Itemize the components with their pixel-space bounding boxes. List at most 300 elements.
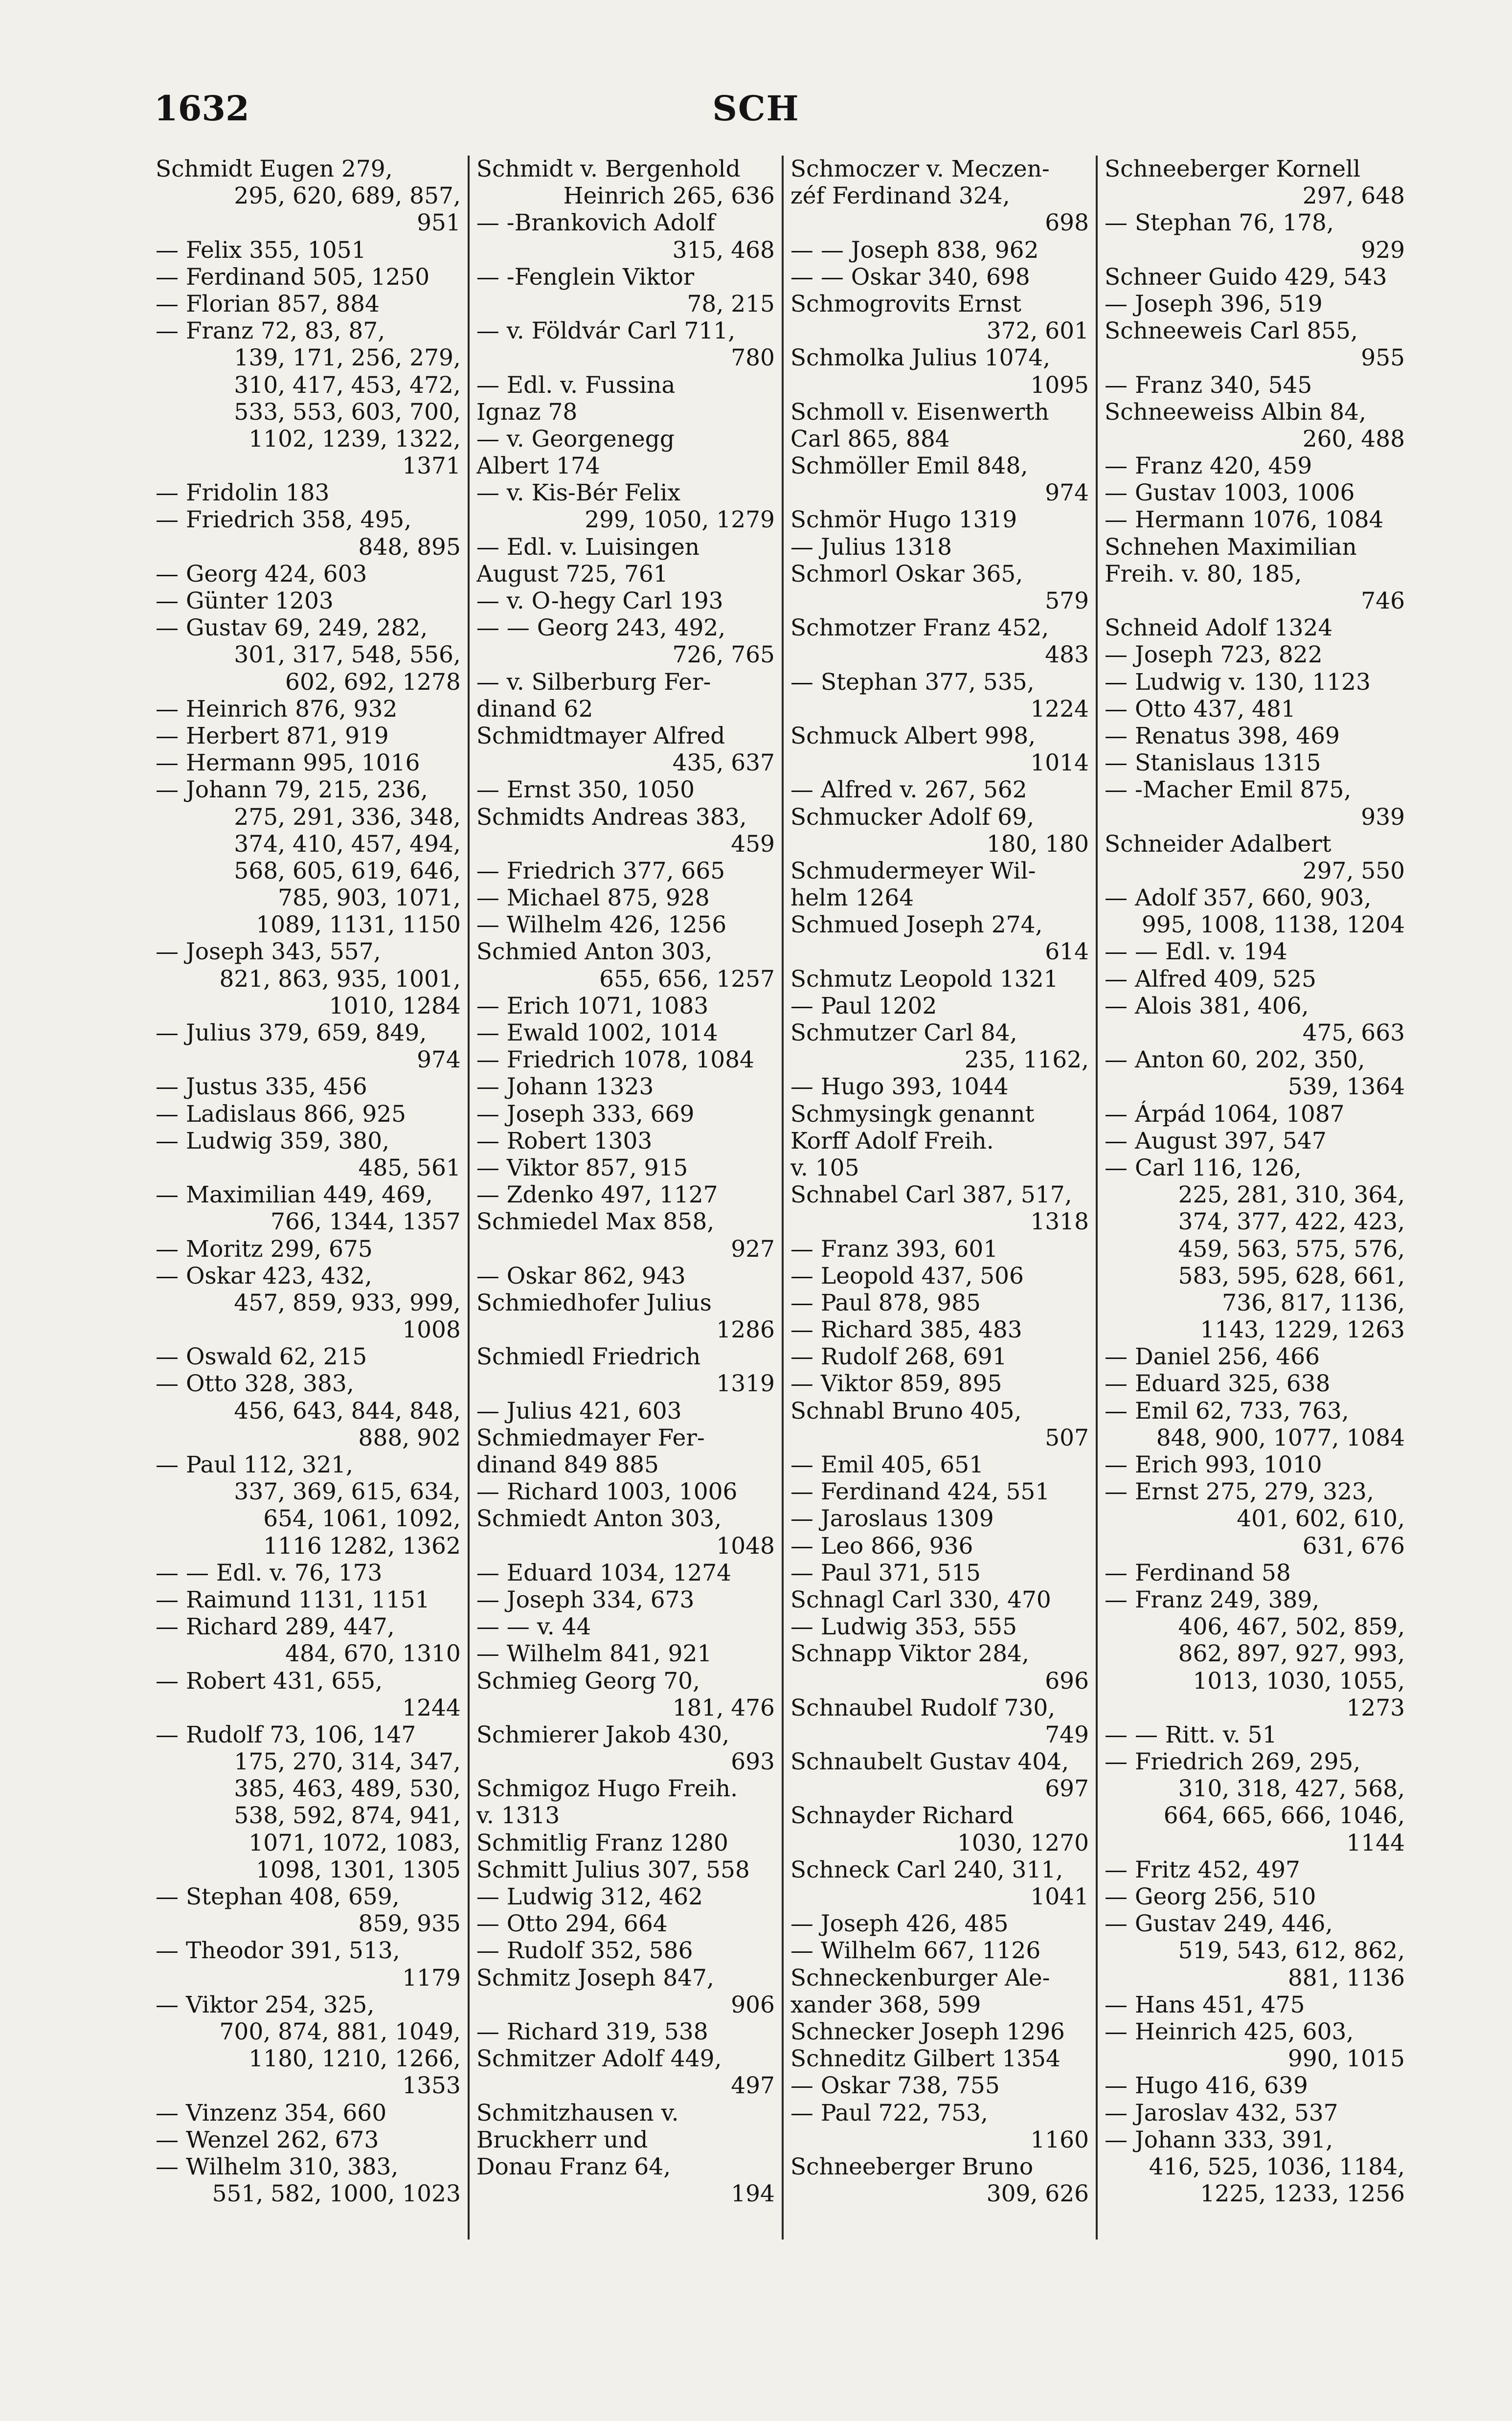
index-entry-line: — Georg 424, 603 (156, 560, 367, 588)
index-entry-line: — Edl. v. Fussina (476, 371, 676, 399)
index-entry-line: — Herbert 871, 919 (156, 722, 389, 749)
index-continuation-line: 235, 1162, (964, 1046, 1089, 1074)
index-continuation-line: 1030, 1270 (957, 1829, 1089, 1856)
index-entry-line: — — Oskar 340, 698 (790, 263, 1030, 291)
index-continuation-line: 1144 (1346, 1829, 1405, 1856)
index-entry-line: — Fridolin 183 (156, 479, 330, 507)
index-entry-line: — Alois 381, 406, (1105, 992, 1309, 1019)
index-entry-line: Freih. v. 80, 185, (1105, 560, 1302, 588)
index-entry-line: — Daniel 256, 466 (1105, 1343, 1320, 1371)
index-entry-line: — Erich 993, 1010 (1105, 1451, 1322, 1478)
index-continuation-line: 457, 859, 933, 999, (234, 1289, 461, 1316)
index-entry-line: — — Joseph 838, 962 (790, 236, 1039, 264)
index-entry-line: — Ludwig v. 130, 1123 (1105, 668, 1371, 696)
index-entry-line: — Hugo 416, 639 (1105, 2072, 1308, 2100)
index-continuation-line: 1089, 1131, 1150 (256, 911, 461, 939)
index-entry-line: — Joseph 723, 822 (1105, 641, 1323, 669)
index-entry-line: Schmuck Albert 998, (790, 722, 1036, 749)
index-entry-line: — Julius 379, 659, 849, (156, 1019, 427, 1046)
index-entry-line: Schmucker Adolf 69, (790, 803, 1035, 831)
index-entry-line: Schmidts Andreas 383, (476, 803, 747, 831)
index-continuation-line: 78, 215 (687, 290, 775, 317)
index-continuation-line: 1116 1282, 1362 (263, 1532, 461, 1560)
index-entry-line: zéf Ferdinand 324, (790, 182, 1010, 210)
index-continuation-line: 459, 563, 575, 576, (1178, 1235, 1405, 1263)
index-entry-line: — Robert 1303 (476, 1127, 653, 1154)
index-entry-line: — Friedrich 269, 295, (1105, 1748, 1361, 1776)
index-entry-line: Schmitz Joseph 847, (476, 1964, 714, 1991)
index-entry-line: dinand 849 885 (476, 1451, 659, 1478)
index-entry-line: — Carl 116, 126, (1105, 1154, 1302, 1181)
index-continuation-line: 1273 (1346, 1694, 1405, 1721)
index-continuation-line: 551, 582, 1000, 1023 (212, 2180, 461, 2208)
index-entry-line: — Stephan 377, 535, (790, 668, 1035, 696)
index-continuation-line: 297, 648 (1302, 182, 1405, 210)
index-continuation-line: 1244 (402, 1694, 461, 1721)
index-continuation-line: 1071, 1072, 1083, (248, 1829, 461, 1856)
index-entry-line: — -Brankovich Adolf (476, 209, 715, 237)
index-entry-line: Schmidt v. Bergenhold (476, 156, 741, 182)
index-entry-line: — Julius 1318 (790, 533, 952, 561)
index-entry-line: — Stanislaus 1315 (1105, 749, 1321, 777)
index-continuation-line: 821, 863, 935, 1001, (219, 965, 461, 993)
index-continuation-line: 859, 935 (358, 1910, 461, 1938)
index-entry-line: — Paul 878, 985 (790, 1289, 981, 1316)
index-entry-line: — Wilhelm 426, 1256 (476, 911, 727, 939)
index-continuation-line: 736, 817, 1136, (1222, 1289, 1405, 1316)
index-entry-line: — Ludwig 312, 462 (476, 1883, 703, 1910)
index-entry-line: Donau Franz 64, (476, 2153, 671, 2180)
index-entry-line: — Ernst 275, 279, 323, (1105, 1478, 1374, 1506)
index-entry-line: Schmogrovits Ernst (790, 290, 1022, 317)
index-entry-line: — Johann 333, 391, (1105, 2126, 1333, 2153)
index-continuation-line: 1041 (1030, 1883, 1089, 1910)
index-continuation-line: 654, 1061, 1092, (263, 1505, 461, 1533)
index-entry-line: — Raimund 1131, 1151 (156, 1586, 430, 1613)
index-entry-line: xander 368, 599 (790, 1991, 981, 2018)
index-entry-line: — Heinrich 425, 603, (1105, 2018, 1354, 2045)
index-entry-line: Schnabel Carl 387, 517, (790, 1181, 1072, 1209)
index-continuation-line: 1048 (716, 1532, 775, 1560)
index-entry-line: — Jaroslav 432, 537 (1105, 2099, 1338, 2127)
index-continuation-line: 385, 463, 489, 530, (234, 1775, 461, 1803)
index-continuation-line: 310, 417, 453, 472, (234, 371, 461, 399)
index-continuation-line: 374, 377, 422, 423, (1178, 1208, 1405, 1236)
index-continuation-line: Heinrich 265, 636 (563, 182, 775, 210)
index-entry-line: — Árpád 1064, 1087 (1105, 1100, 1345, 1128)
index-continuation-line: 309, 626 (986, 2180, 1089, 2208)
index-entry-line: — Richard 289, 447, (156, 1613, 395, 1641)
index-continuation-line: 533, 553, 603, 700, (234, 398, 461, 426)
index-column-4 (1098, 156, 1412, 2240)
index-entry-line: Schneditz Gilbert 1354 (790, 2045, 1061, 2073)
index-entry-line: — Joseph 426, 485 (790, 1910, 1009, 1938)
index-entry-line: — Franz 420, 459 (1105, 453, 1312, 480)
index-entry-line: — Oswald 62, 215 (156, 1343, 367, 1371)
index-continuation-line: 990, 1015 (1287, 2045, 1405, 2073)
index-entry-line: — Emil 405, 651 (790, 1451, 984, 1478)
page-number: 1632 (154, 88, 249, 129)
index-entry-line: — Viktor 254, 325, (156, 1991, 375, 2018)
index-entry-line: — Rudolf 73, 106, 147 (156, 1721, 416, 1748)
index-column-3 (784, 156, 1098, 2240)
index-entry-line: Ignaz 78 (476, 398, 578, 426)
index-entry-line: Albert 174 (476, 453, 600, 480)
index-entry-line: Schmoczer v. Meczen- (790, 156, 1050, 182)
index-column-2 (470, 156, 784, 2240)
index-entry-line: — Paul 371, 515 (790, 1559, 981, 1586)
index-entry-line: — Paul 112, 321, (156, 1451, 353, 1478)
index-entry-line: — Wilhelm 841, 921 (476, 1640, 712, 1668)
index-continuation-line: 1102, 1239, 1322, (248, 425, 461, 453)
index-continuation-line: 295, 620, 689, 857, (234, 182, 461, 210)
index-entry-line: — Paul 722, 753, (790, 2099, 988, 2127)
index-entry-line: — v. Silberburg Fer- (476, 668, 711, 696)
index-continuation-line: 435, 637 (672, 749, 775, 777)
index-entry-line: Schmigoz Hugo Freih. (476, 1775, 738, 1803)
index-entry-line: — Hermann 1076, 1084 (1105, 506, 1384, 534)
index-continuation-line: 299, 1050, 1279 (585, 506, 775, 534)
index-entry-line: — Hugo 393, 1044 (790, 1073, 1009, 1101)
index-continuation-line: 927 (731, 1235, 775, 1263)
index-entry-line: — Leopold 437, 506 (790, 1262, 1024, 1290)
index-entry-line: — Eduard 325, 638 (1105, 1370, 1331, 1398)
index-continuation-line: 297, 550 (1302, 857, 1405, 884)
index-continuation-line: 631, 676 (1302, 1532, 1405, 1560)
index-continuation-line: 664, 665, 666, 1046, (1163, 1802, 1405, 1830)
index-continuation-line: 655, 656, 1257 (599, 965, 775, 993)
index-columns (156, 156, 1412, 2240)
index-entry-line: Schmiedt Anton 303, (476, 1505, 722, 1533)
index-continuation-line: 1224 (1030, 695, 1089, 723)
index-entry-line: — Joseph 334, 673 (476, 1586, 695, 1613)
index-entry-line: — Ferdinand 505, 1250 (156, 263, 430, 291)
index-entry-line: Schneckenburger Ale- (790, 1964, 1050, 1991)
index-continuation-line: 726, 765 (672, 641, 775, 669)
index-entry-line: — — v. 44 (476, 1613, 591, 1641)
index-entry-line: Schmudermeyer Wil- (790, 857, 1036, 884)
index-entry-line: — Maximilian 449, 469, (156, 1181, 433, 1209)
index-continuation-line: 401, 602, 610, (1237, 1505, 1405, 1533)
index-continuation-line: 175, 270, 314, 347, (234, 1748, 461, 1776)
index-continuation-line: 697 (1045, 1775, 1089, 1803)
index-entry-line: — Hans 451, 475 (1105, 1991, 1305, 2018)
index-continuation-line: 416, 525, 1036, 1184, (1149, 2153, 1405, 2180)
index-continuation-line: 785, 903, 1071, (278, 884, 461, 912)
index-entry-line: — Eduard 1034, 1274 (476, 1559, 732, 1586)
index-continuation-line: 539, 1364 (1287, 1073, 1405, 1101)
index-continuation-line: 1013, 1030, 1055, (1193, 1667, 1405, 1695)
index-entry-line: — Gustav 69, 249, 282, (156, 614, 428, 642)
index-entry-line: — Zdenko 497, 1127 (476, 1181, 718, 1209)
index-continuation-line: 1179 (402, 1964, 461, 1991)
index-entry-line: — Rudolf 268, 691 (790, 1343, 1007, 1371)
index-entry-line: — Viktor 857, 915 (476, 1154, 688, 1181)
index-entry-line: Schneid Adolf 1324 (1105, 614, 1333, 642)
index-entry-line: Schmutzer Carl 84, (790, 1019, 1017, 1046)
index-entry-line: Schneeweis Carl 855, (1105, 317, 1358, 345)
index-continuation-line: 139, 171, 256, 279, (234, 344, 461, 372)
index-continuation-line: 301, 317, 548, 556, (234, 641, 461, 669)
index-continuation-line: 583, 595, 628, 661, (1178, 1262, 1405, 1290)
index-entry-line: — — Ritt. v. 51 (1105, 1721, 1277, 1748)
index-entry-line: dinand 62 (476, 695, 593, 723)
index-entry-line: Schmiedhofer Julius (476, 1289, 712, 1316)
index-entry-line: Schneer Guido 429, 543 (1105, 263, 1387, 291)
index-entry-line: — Alfred v. 267, 562 (790, 776, 1027, 804)
index-entry-line: Schmoll v. Eisenwerth (790, 398, 1049, 426)
index-entry-line: — — Edl. v. 76, 173 (156, 1559, 383, 1586)
index-entry-line: Schmued Joseph 274, (790, 911, 1043, 939)
index-entry-line: — Moritz 299, 675 (156, 1235, 373, 1263)
index-entry-line: — Günter 1203 (156, 588, 334, 614)
index-entry-line: Schmiedmayer Fer- (476, 1424, 705, 1451)
index-continuation-line: 1014 (1030, 749, 1089, 777)
index-entry-line: Schnagl Carl 330, 470 (790, 1586, 1051, 1613)
index-column-1 (156, 156, 470, 2240)
index-entry-line: v. 1313 (476, 1802, 560, 1830)
index-entry-line: — Anton 60, 202, 350, (1105, 1046, 1365, 1074)
index-entry-line: — Edl. v. Luisingen (476, 533, 700, 561)
index-continuation-line: 746 (1361, 588, 1405, 614)
index-entry-line: — Otto 294, 664 (476, 1910, 668, 1938)
index-entry-line: — Fritz 452, 497 (1105, 1856, 1300, 1883)
index-entry-line: Schmolka Julius 1074, (790, 344, 1051, 372)
index-entry-line: — Otto 328, 383, (156, 1370, 354, 1398)
index-entry-line: — Franz 72, 83, 87, (156, 317, 385, 345)
index-continuation-line: 225, 281, 310, 364, (1178, 1181, 1405, 1209)
index-continuation-line: 749 (1045, 1721, 1089, 1748)
index-entry-line: — Renatus 398, 469 (1105, 722, 1340, 749)
index-entry-line: — Felix 355, 1051 (156, 236, 366, 264)
index-entry-line: — v. Georgenegg (476, 425, 675, 453)
index-continuation-line: 1098, 1301, 1305 (256, 1856, 461, 1883)
index-entry-line: — Emil 62, 733, 763, (1105, 1397, 1349, 1425)
index-entry-line: — Gustav 249, 446, (1105, 1910, 1333, 1938)
index-continuation-line: 1371 (402, 453, 461, 480)
index-entry-line: — August 397, 547 (1105, 1127, 1327, 1154)
index-continuation-line: 698 (1045, 209, 1089, 237)
index-entry-line: — Friedrich 1078, 1084 (476, 1046, 754, 1074)
index-continuation-line: 194 (731, 2180, 775, 2208)
index-continuation-line: 1318 (1030, 1208, 1089, 1236)
index-entry-line: — Wilhelm 667, 1126 (790, 1937, 1041, 1965)
index-entry-line: — Jaroslaus 1309 (790, 1505, 994, 1533)
index-entry-line: Schmitlig Franz 1280 (476, 1829, 728, 1856)
index-entry-line: — Rudolf 352, 586 (476, 1937, 693, 1965)
index-entry-line: Schmorl Oskar 365, (790, 560, 1023, 588)
index-entry-line: Carl 865, 884 (790, 425, 950, 453)
index-continuation-line: 1353 (402, 2072, 461, 2100)
index-entry-line: Schmiedl Friedrich (476, 1343, 701, 1371)
index-entry-line: Schnaubel Rudolf 730, (790, 1694, 1056, 1721)
index-entry-line: Bruckherr und (476, 2126, 648, 2153)
index-continuation-line: 955 (1361, 344, 1405, 372)
index-continuation-line: 1319 (716, 1370, 775, 1398)
index-continuation-line: 456, 643, 844, 848, (234, 1397, 461, 1425)
index-continuation-line: 275, 291, 336, 348, (234, 803, 461, 831)
index-entry-line: — v. O-hegy Carl 193 (476, 588, 723, 614)
index-continuation-line: 881, 1136 (1287, 1964, 1405, 1991)
index-entry-line: Schmöller Emil 848, (790, 453, 1028, 480)
index-entry-line: — Ludwig 353, 555 (790, 1613, 1017, 1641)
index-continuation-line: 475, 663 (1302, 1019, 1405, 1046)
index-continuation-line: 568, 605, 619, 646, (234, 857, 461, 884)
index-continuation-line: 780 (731, 344, 775, 372)
index-entry-line: Schmitzer Adolf 449, (476, 2045, 722, 2073)
index-entry-line: — Friedrich 377, 665 (476, 857, 725, 884)
index-entry-line: — Vinzenz 354, 660 (156, 2099, 387, 2127)
index-entry-line: — Richard 385, 483 (790, 1316, 1022, 1344)
index-continuation-line: 862, 897, 927, 993, (1178, 1640, 1405, 1668)
index-continuation-line: 614 (1045, 938, 1089, 966)
index-continuation-line: 939 (1361, 803, 1405, 831)
index-continuation-line: 1225, 1233, 1256 (1200, 2180, 1405, 2208)
index-entry-line: — Ewald 1002, 1014 (476, 1019, 718, 1046)
index-continuation-line: 951 (417, 209, 461, 237)
index-entry-line: Schmierer Jakob 430, (476, 1721, 730, 1748)
index-continuation-line: 1160 (1030, 2126, 1089, 2153)
index-entry-line: Schmitzhausen v. (476, 2099, 679, 2127)
index-entry-line: — Joseph 396, 519 (1105, 290, 1323, 317)
index-continuation-line: 1180, 1210, 1266, (248, 2045, 461, 2073)
index-entry-line: — Franz 249, 389, (1105, 1586, 1320, 1613)
index-entry-line: Schnehen Maximilian (1105, 533, 1357, 561)
index-entry-line: — Ferdinand 58 (1105, 1559, 1291, 1586)
index-entry-line: — Friedrich 358, 495, (156, 506, 412, 534)
index-continuation-line: 485, 561 (358, 1154, 461, 1181)
index-entry-line: — — Georg 243, 492, (476, 614, 726, 642)
index-continuation-line: 337, 369, 615, 634, (234, 1478, 461, 1506)
index-continuation-line: 766, 1344, 1357 (271, 1208, 461, 1236)
index-entry-line: — Adolf 357, 660, 903, (1105, 884, 1372, 912)
index-entry-line: Korff Adolf Freih. (790, 1127, 994, 1154)
index-entry-line: Schnayder Richard (790, 1802, 1014, 1830)
running-head: SCH (712, 88, 800, 129)
index-entry-line: — Oskar 423, 432, (156, 1262, 372, 1290)
index-entry-line: Schnabl Bruno 405, (790, 1397, 1022, 1425)
index-entry-line: — Otto 437, 481 (1105, 695, 1296, 723)
index-entry-line: Schneeberger Bruno (790, 2153, 1034, 2180)
index-entry-line: helm 1264 (790, 884, 914, 912)
index-entry-line: — Johann 1323 (476, 1073, 654, 1101)
index-entry-line: — Wenzel 262, 673 (156, 2126, 379, 2153)
index-continuation-line: 519, 543, 612, 862, (1178, 1937, 1405, 1965)
index-continuation-line: 507 (1045, 1424, 1089, 1451)
index-continuation-line: 538, 592, 874, 941, (234, 1802, 461, 1830)
index-entry-line: — Ernst 350, 1050 (476, 776, 695, 804)
index-entry-line: — -Fenglein Viktor (476, 263, 695, 291)
index-entry-line: — Florian 857, 884 (156, 290, 380, 317)
index-continuation-line: 483 (1045, 641, 1089, 669)
index-entry-line: — Julius 421, 603 (476, 1397, 682, 1425)
index-entry-line: — — Edl. v. 194 (1105, 938, 1287, 966)
index-entry-line: — Michael 875, 928 (476, 884, 710, 912)
index-continuation-line: 974 (417, 1046, 461, 1074)
index-entry-line: Schneider Adalbert (1105, 830, 1331, 858)
index-continuation-line: 848, 895 (358, 533, 461, 561)
index-continuation-line: 693 (731, 1748, 775, 1776)
index-entry-line: Schneeberger Kornell (1105, 156, 1361, 182)
index-continuation-line: 696 (1045, 1667, 1089, 1695)
index-entry-line: Schmör Hugo 1319 (790, 506, 1017, 534)
index-entry-line: Schmysingk genannt (790, 1100, 1035, 1128)
index-continuation-line: 459 (731, 830, 775, 858)
index-entry-line: August 725, 761 (476, 560, 668, 588)
index-continuation-line: 372, 601 (986, 317, 1089, 345)
index-entry-line: — Erich 1071, 1083 (476, 992, 709, 1019)
index-continuation-line: 1095 (1030, 371, 1089, 399)
index-continuation-line: 579 (1045, 588, 1089, 614)
index-entry-line: — v. Földvár Carl 711, (476, 317, 736, 345)
index-entry-line: — Heinrich 876, 932 (156, 695, 398, 723)
index-entry-line: — Stephan 408, 659, (156, 1883, 400, 1910)
index-entry-line: — Stephan 76, 178, (1105, 209, 1334, 237)
index-entry-line: — Joseph 343, 557, (156, 938, 381, 966)
index-entry-line: Schnaubelt Gustav 404, (790, 1748, 1069, 1776)
index-entry-line: Schmutz Leopold 1321 (790, 965, 1059, 993)
index-entry-line: Schmidt Eugen 279, (156, 156, 393, 182)
index-entry-line: — Richard 1003, 1006 (476, 1478, 738, 1506)
index-entry-line: Schnapp Viktor 284, (790, 1640, 1029, 1668)
index-entry-line: — Alfred 409, 525 (1105, 965, 1316, 993)
index-entry-line: Schneck Carl 240, 311, (790, 1856, 1063, 1883)
index-continuation-line: 906 (731, 1991, 775, 2018)
index-entry-line: Schneeweiss Albin 84, (1105, 398, 1366, 426)
index-entry-line: — Ladislaus 866, 925 (156, 1100, 406, 1128)
index-entry-line: — v. Kis-Bér Felix (476, 479, 680, 507)
index-entry-line: — Oskar 738, 755 (790, 2072, 1000, 2100)
index-entry-line: — Justus 335, 456 (156, 1073, 367, 1101)
index-continuation-line: 1143, 1229, 1263 (1200, 1316, 1405, 1344)
index-entry-line: — Ferdinand 424, 551 (790, 1478, 1050, 1506)
index-continuation-line: 310, 318, 427, 568, (1178, 1775, 1405, 1803)
index-continuation-line: 602, 692, 1278 (285, 668, 461, 696)
index-entry-line: — Joseph 333, 669 (476, 1100, 695, 1128)
index-entry-line: — Ludwig 359, 380, (156, 1127, 390, 1154)
index-continuation-line: 484, 670, 1310 (285, 1640, 461, 1668)
index-continuation-line: 1286 (716, 1316, 775, 1344)
index-entry-line: — Gustav 1003, 1006 (1105, 479, 1355, 507)
index-continuation-line: 995, 1008, 1138, 1204 (1141, 911, 1405, 939)
index-entry-line: Schmied Anton 303, (476, 938, 713, 966)
index-continuation-line: 181, 476 (672, 1694, 775, 1721)
page-header (0, 83, 1512, 137)
index-continuation-line: 929 (1361, 236, 1405, 264)
index-entry-line: v. 105 (790, 1154, 859, 1181)
index-continuation-line: 260, 488 (1302, 425, 1405, 453)
index-continuation-line: 1010, 1284 (329, 992, 461, 1019)
index-entry-line: — Richard 319, 538 (476, 2018, 708, 2045)
index-entry-line: — Georg 256, 510 (1105, 1883, 1316, 1910)
index-continuation-line: 888, 902 (358, 1424, 461, 1451)
index-continuation-line: 974 (1045, 479, 1089, 507)
index-continuation-line: 848, 900, 1077, 1084 (1156, 1424, 1405, 1451)
index-continuation-line: 374, 410, 457, 494, (234, 830, 461, 858)
index-continuation-line: 315, 468 (672, 236, 775, 264)
index-entry-line: Schmotzer Franz 452, (790, 614, 1049, 642)
index-continuation-line: 700, 874, 881, 1049, (219, 2018, 461, 2045)
index-entry-line: Schmieg Georg 70, (476, 1667, 700, 1695)
index-entry-line: — Franz 340, 545 (1105, 371, 1312, 399)
index-entry-line: Schmiedel Max 858, (476, 1208, 715, 1236)
index-continuation-line: 406, 467, 502, 859, (1178, 1613, 1405, 1641)
index-entry-line: Schmitt Julius 307, 558 (476, 1856, 750, 1883)
index-continuation-line: 497 (731, 2072, 775, 2100)
index-entry-line: — Viktor 859, 895 (790, 1370, 1002, 1398)
index-entry-line: — Wilhelm 310, 383, (156, 2153, 399, 2180)
index-entry-line: — Oskar 862, 943 (476, 1262, 686, 1290)
